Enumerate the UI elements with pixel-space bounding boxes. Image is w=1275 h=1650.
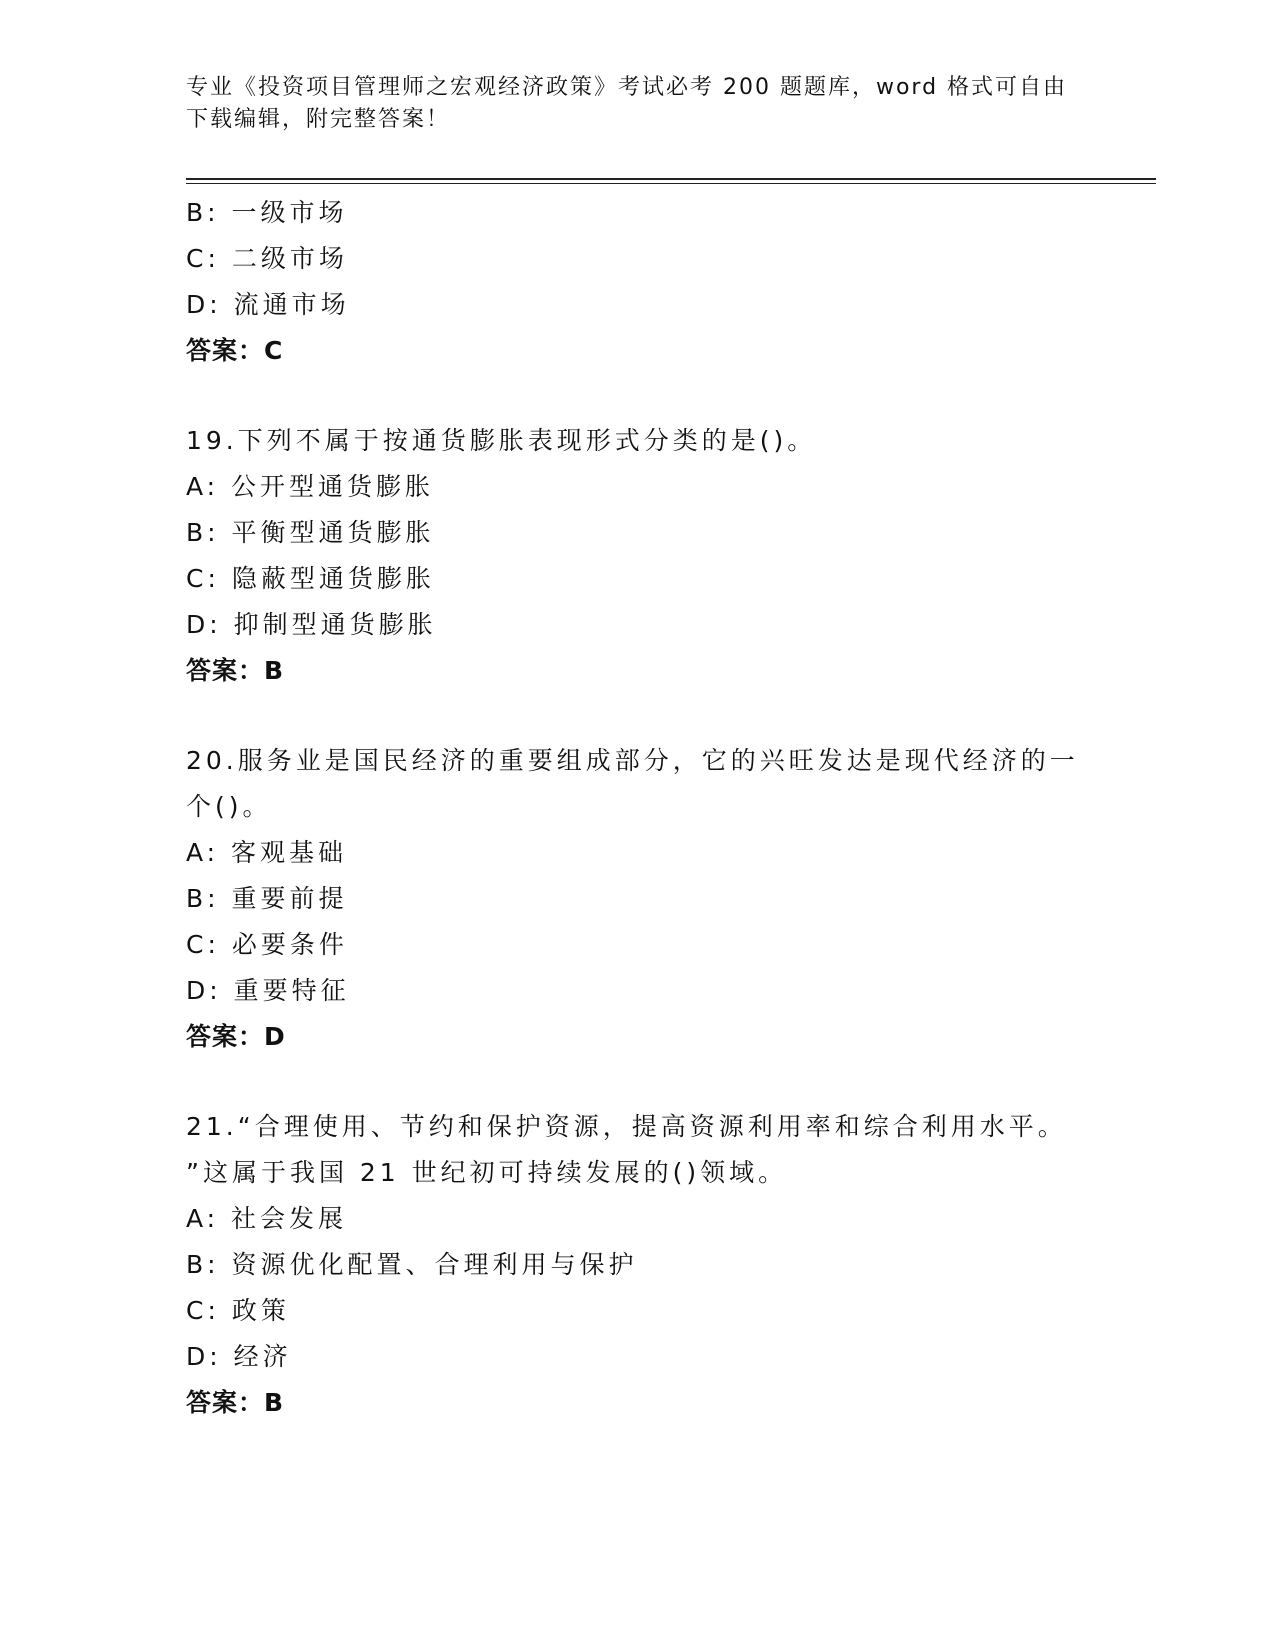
question-stem-line-1: 20.服务业是国民经济的重要组成部分，它的兴旺发达是现代经济的一 [186,746,1079,775]
header-line-1: 专业《投资项目管理师之宏观经济政策》考试必考 200 题题库，word 格式可自由 [186,75,1068,100]
question-21 [186,1104,1086,1426]
option-d: D: 抑制型通货膨胀 [186,610,437,639]
option-a: A: 社会发展 [186,1204,348,1233]
option-c: C: 二级市场 [186,244,348,273]
question-19 [186,418,1086,694]
option-c: C: 隐蔽型通货膨胀 [186,564,435,593]
answer: 答案：B [186,1388,285,1417]
question-stem-line-2: ”这属于我国 21 世纪初可持续发展的()领域。 [186,1158,788,1187]
option-b: B: 平衡型通货膨胀 [186,518,435,547]
question-stem-line-2: 个()。 [186,792,272,821]
header-divider-thin [186,183,1156,184]
question-20 [186,738,1086,1060]
document-header [186,72,1086,136]
question-list [186,190,1086,1426]
option-d: D: 重要特征 [186,976,350,1005]
option-b: B: 一级市场 [186,198,348,227]
option-b: B: 资源优化配置、合理利用与保护 [186,1250,638,1279]
option-c: C: 必要条件 [186,930,348,959]
question-stem-line-1: 21.“合理使用、节约和保护资源，提高资源利用率和综合利用水平。 [186,1112,1067,1141]
question-18-continued [186,190,1086,374]
header-line-2: 下载编辑，附完整答案！ [186,107,451,132]
option-a: A: 客观基础 [186,838,348,867]
answer: 答案：B [186,656,285,685]
option-b: B: 重要前提 [186,884,348,913]
answer: 答案：D [186,1022,286,1051]
option-d: D: 流通市场 [186,290,350,319]
header-divider-thick [186,178,1156,180]
answer: 答案：C [186,336,284,365]
question-stem: 19.下列不属于按通货膨胀表现形式分类的是()。 [186,426,817,455]
option-a: A: 公开型通货膨胀 [186,472,435,501]
option-c: C: 政策 [186,1296,290,1325]
option-d: D: 经济 [186,1342,292,1371]
